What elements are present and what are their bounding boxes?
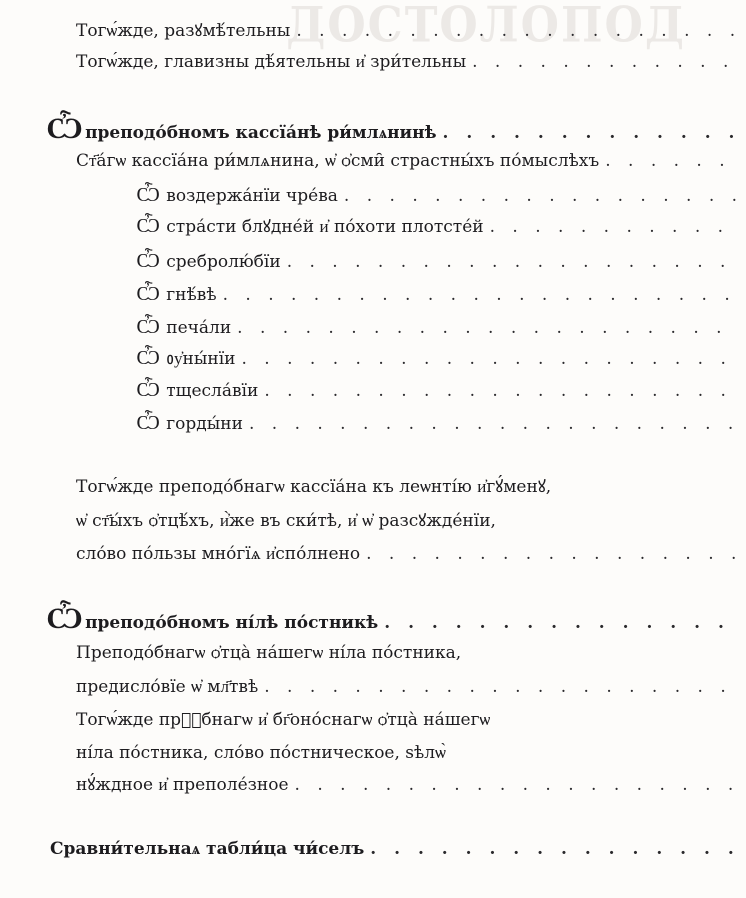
initial-letter-icon: Ѽ xyxy=(136,377,161,401)
toc-entry[interactable] xyxy=(76,676,740,698)
leader-dots xyxy=(223,284,740,306)
toc-entry-line: ѡ҆ ст҃ы́хъ ѻ҆тцѣ́хъ, и҆̀же въ ски́тѣ, и҆ ѡ҆ разсꙋжде́нїи, xyxy=(76,511,496,531)
initial-letter-icon: Ѽ xyxy=(136,410,161,434)
initial-letter-icon: Ѽ xyxy=(136,213,161,237)
leader-dots xyxy=(237,317,740,339)
toc-entry-line: Тогѡ́жде прⷬ҇бнагѡ и҆ бг҃оно́снагѡ ѻ҆тца̀ на́шегѡ xyxy=(76,710,491,730)
leader-dots xyxy=(443,122,740,144)
initial-letter-icon: Ѽ xyxy=(136,281,161,305)
leader-dots xyxy=(366,543,740,565)
toc-subentry[interactable] xyxy=(136,346,740,370)
leader-dots xyxy=(295,774,740,796)
toc-entry-text: тщесла́вїи xyxy=(166,381,259,401)
toc-entry-text: ᲂу҆ны́нїи xyxy=(166,349,236,369)
initial-letter-icon: Ѽ xyxy=(46,601,84,636)
toc-heading-text: преподо́бномъ ні́лѣ по́стникѣ xyxy=(85,613,379,633)
leader-dots xyxy=(344,185,740,207)
leader-dots xyxy=(605,150,740,172)
toc-heading-text: Сравни́тельнаѧ табли́ца чи́селъ xyxy=(50,839,365,859)
toc-entry-text: Тогѡ́жде, главизны дѣ́ятельны и҆ зри́тельны xyxy=(76,52,467,72)
leader-dots xyxy=(384,612,740,634)
leader-dots xyxy=(490,216,740,238)
toc-entry-text: предисло́вїе ѡ҆ мл҃твѣ xyxy=(76,677,259,697)
toc-subentry[interactable] xyxy=(136,411,740,435)
initial-letter-icon: Ѽ xyxy=(136,345,161,369)
toc-section-heading[interactable] xyxy=(46,601,740,636)
toc-entry-text: горды́ни xyxy=(166,414,243,434)
leader-dots xyxy=(264,676,740,698)
toc-subentry[interactable] xyxy=(136,183,740,207)
leader-dots xyxy=(249,413,740,435)
initial-letter-icon: Ѽ xyxy=(136,182,161,206)
initial-letter-icon: Ѽ xyxy=(136,248,161,272)
toc-entry[interactable] xyxy=(76,150,740,172)
toc-entry-text: гнѣ́вѣ xyxy=(166,285,217,305)
toc-section-heading[interactable] xyxy=(50,838,740,860)
toc-entry-text: нꙋ́ждное и҆ преполе́зное xyxy=(76,775,289,795)
leader-dots xyxy=(264,380,740,402)
toc-entry-text: Ст҃а́гѡ кассїа́на ри́млѧнина, ѡ҆ ѻ҆сми̑ страстны́хъ по́мыслѣхъ xyxy=(76,151,600,171)
initial-letter-icon: Ѽ xyxy=(46,111,84,146)
toc-heading-text: преподо́бномъ кассїа́нѣ ри́млѧнинѣ xyxy=(85,123,437,143)
toc-entry[interactable] xyxy=(76,543,740,565)
toc-entry[interactable] xyxy=(76,51,740,73)
toc-entry-text: Тогѡ́жде, разꙋмѣ́тельны xyxy=(76,21,291,41)
leader-dots xyxy=(472,51,740,73)
leader-dots xyxy=(241,348,740,370)
toc-entry-line: ні́ла по́стника, сло́во по́стническое, ѕѣлѡ̀ xyxy=(76,743,446,763)
leader-dots xyxy=(287,251,740,273)
initial-letter-icon: Ѽ xyxy=(136,314,161,338)
toc-entry-text: сребролю́бїи xyxy=(166,252,281,272)
toc-subentry[interactable] xyxy=(136,315,740,339)
toc-subentry[interactable] xyxy=(136,378,740,402)
toc-entry-text: печа́ли xyxy=(166,318,232,338)
toc-entry-text: воздержа́нїи чре́ва xyxy=(166,186,338,206)
bleed-through-watermark: ДОСТОЛОПОД xyxy=(286,0,686,54)
toc-subentry[interactable] xyxy=(136,214,740,238)
toc-entry-text: сло́во по́льзы мно́гїѧ и҆спо́лнено xyxy=(76,544,361,564)
leader-dots xyxy=(370,838,740,860)
leader-dots xyxy=(296,20,740,42)
toc-entry[interactable] xyxy=(76,774,740,796)
toc-entry-line: Тогѡ́жде преподо́бнагѡ кассїа́на къ леѡнті́ю и҆гꙋ́менꙋ, xyxy=(76,477,552,497)
toc-entry[interactable] xyxy=(76,20,740,42)
toc-subentry[interactable] xyxy=(136,282,740,306)
toc-entry-line: Преподо́бнагѡ ѻ҆тца̀ на́шегѡ ні́ла по́стника, xyxy=(76,643,462,663)
toc-subentry[interactable] xyxy=(136,249,740,273)
toc-section-heading[interactable] xyxy=(46,111,740,146)
toc-entry-text: стра́сти блꙋдне́й и҆ по́хоти плотсте́й xyxy=(166,217,484,237)
